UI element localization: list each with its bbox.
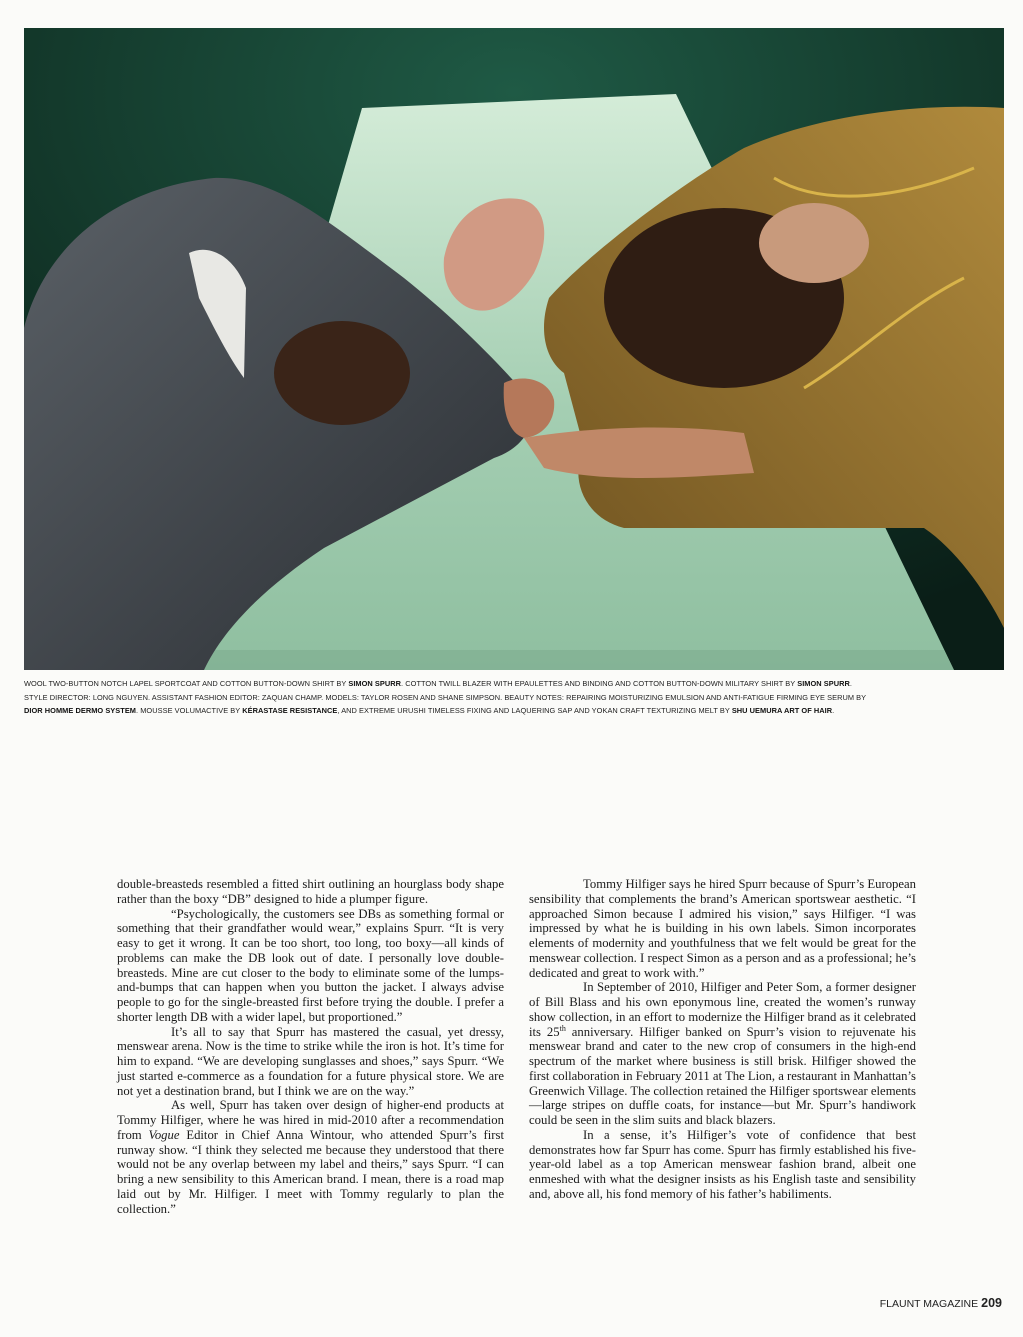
- editorial-photo: [24, 28, 1004, 670]
- caption-line2: STYLE DIRECTOR: LONG NGUYEN. ASSISTANT FASHION EDITOR: ZAQUAN CHAMP. MODELS: TAYLOR ROSEN AND SHANE SIMPSON. BEAUTY NOTES: REPAIRING MOISTURIZING EMULSION AND ANTI-FATIGUE FIRMING EYE SERUM BY: [24, 692, 867, 702]
- caption-line3: [24, 706, 834, 715]
- page-number: 209: [981, 1296, 1002, 1310]
- caption-text: .: [832, 706, 835, 715]
- photo-caption: [24, 677, 1004, 718]
- right-model-neck: [759, 203, 869, 283]
- article-paragraph: “Psychologically, the customers see DBs as something formal or something that their grandfather would wear,” explains Spurr. “It is very easy to get it wrong. It can be too short, too long, too boxy—all kinds of problems can make the DB look out of date. I personally love double-breasteds. Mine are cut closer to the body to eliminate some of the lumps-and-bumps that can happen when you button the jacket. I always advise people to go for the single-breasted first before trying the double. I prefer a shorter length DB with a wider lapel, but proportioned.”: [117, 906, 504, 1024]
- publication-name: Vogue: [148, 1127, 180, 1142]
- caption-brand: KÉRASTASE RESISTANCE: [242, 706, 338, 715]
- caption-brand: SIMON SPURR: [348, 679, 402, 688]
- article-text: Editor in Chief Anna Wintour, who attended Spurr’s first runway show. “I think they selected me because they understood that there would not be any overlap between my label and theirs,” says Spurr. “I can bring a new sensibility to this American brand. I mean, there is a road map laid out by Mr. Hilfiger. I meet with Tommy regularly to plan the collection.”: [117, 1127, 504, 1216]
- article-paragraph: double-breasteds resembled a fitted shirt outlining an hourglass body shape rather than the boxy “DB” designed to hide a plumper figure.: [117, 877, 504, 906]
- ordinal-suffix: th: [559, 1023, 566, 1033]
- caption-text: WOOL TWO-BUTTON NOTCH LAPEL SPORTCOAT AND COTTON BUTTON-DOWN SHIRT BY: [24, 679, 349, 688]
- left-model-head: [274, 321, 410, 425]
- article-paragraph: In a sense, it’s Hilfiger’s vote of confidence that best demonstrates how far Spurr has come. Spurr has firmly established his five-year-old label as a top American menswear fashion brand, albeit one enmeshed with what the designer insists as his English taste and sensibility and, above all, his fond memory of his father’s habiliments.: [529, 1127, 916, 1201]
- article-column-left: [117, 877, 504, 1216]
- page-folio: [880, 1296, 1002, 1310]
- article-paragraph: It’s all to say that Spurr has mastered the casual, yet dressy, menswear arena. Now is the time to strike while the iron is hot. It’s time for him to expand. “We are developing sunglasses and shoes,” says Spurr. “We just started e-commerce as a foundation for a future physical store. We are not yet a destination brand, but I think we are on the way.”: [117, 1024, 504, 1098]
- table-shadow: [199, 650, 954, 670]
- magazine-name: FLAUNT MAGAZINE: [879, 1298, 979, 1310]
- caption-brand: DIOR HOMME DERMO SYSTEM: [24, 706, 137, 715]
- article-text: anniversary. Hilfiger banked on Spurr’s vision to rejuvenate his menswear brand and cater to the new crop of consumers in the high-end spectrum of the market where business is still brisk. Hilfiger showed the first collaboration in February 2011 at The Lion, a restaurant in Manhattan’s Greenwich Village. The collection retained the Hilfiger sportswear elements—large stripes on duffle coats, for instance—but Mr. Spurr’s handiwork could be seen in the slim suits and black blazers.: [529, 1024, 916, 1127]
- caption-text: . COTTON TWILL BLAZER WITH EPAULETTES AND BINDING AND COTTON BUTTON-DOWN MILITARY SHIRT BY: [401, 679, 798, 688]
- caption-text: , AND EXTREME URUSHI TIMELESS FIXING AND LAQUERING SAP AND YOKAN CRAFT TEXTURIZING MELT BY: [337, 706, 732, 715]
- article-paragraph: Tommy Hilfiger says he hired Spurr because of Spurr’s European sensibility that complements the brand’s American sportswear aesthetic. “I approached Simon because I admired his vision,” says Hilfiger. “I was impressed by what he is building in his own labels. Simon incorporates elements of modernity and youthfulness that we felt would be great for the menswear collection. I respect Simon as a person and as a professional; he’s dedicated and great to work with.”: [529, 877, 916, 980]
- caption-brand: SHU UEMURA ART OF HAIR: [731, 706, 833, 715]
- article-paragraph: [529, 980, 916, 1128]
- caption-brand: SIMON SPURR: [797, 679, 850, 688]
- article-column-right: [529, 877, 916, 1202]
- caption-text: . MOUSSE VOLUMACTIVE BY: [136, 706, 243, 715]
- article-text: In September of 2010, Hilfiger and Peter Som, a former designer of Bill Blass and his own eponymous line, created the women’s runway show collection, in an effort to modernize the Hilfiger brand as it celebrated its 25: [529, 980, 916, 1039]
- article-text: As well, Spurr has taken over design of higher-end products at Tommy Hilfiger, where he was hired in mid-2010 after a recommendation from: [117, 1098, 504, 1142]
- caption-text: .: [849, 679, 853, 688]
- article-paragraph: [117, 1098, 504, 1216]
- arm-wrestling-photo: [24, 28, 1004, 670]
- right-model-forearm: [524, 428, 754, 478]
- caption-line1: [24, 679, 852, 688]
